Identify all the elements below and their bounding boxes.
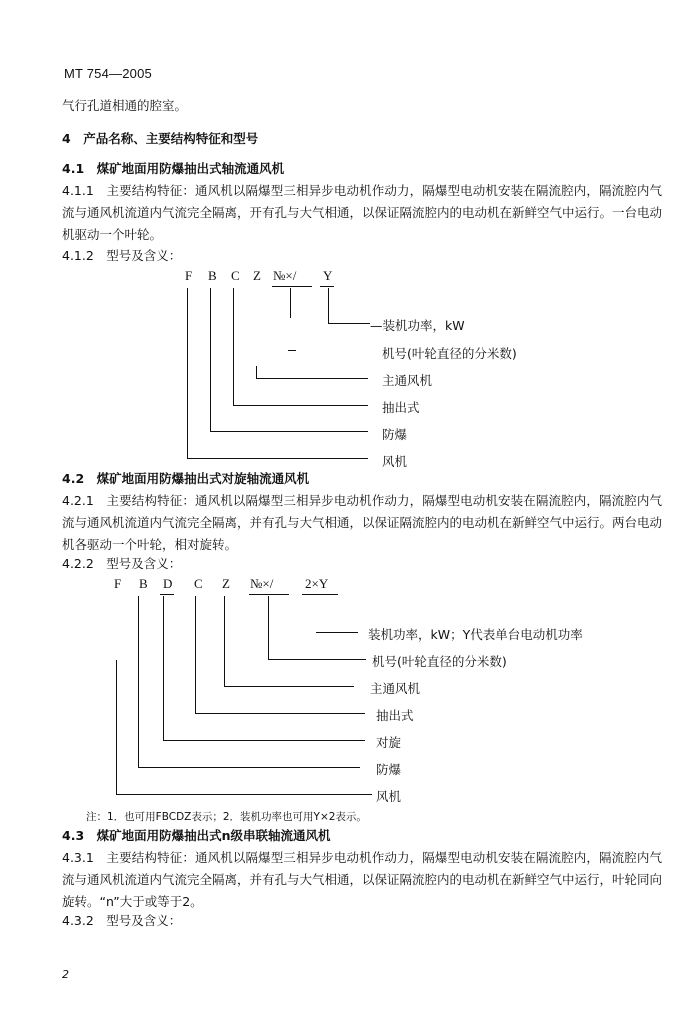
paragraph-4-2-2: 4.2.2 型号及含义： xyxy=(62,556,182,571)
code-machine-number: №×/ xyxy=(250,576,274,591)
code-letter-z: Z xyxy=(222,576,230,591)
code-letter-z: Z xyxy=(253,268,261,283)
label-contra-rotating: 对旋 xyxy=(376,735,402,750)
label-explosion-proof: 防爆 xyxy=(376,762,402,777)
paragraph-4-1-1: 4.1.1 主要结构特征：通风机以隔爆型三相异步电动机作动力，隔爆型电动机安装在隔流腔内，隔流腔内气流与通风机流道内气流完全隔离，开有孔与大气相通，以保证隔流腔内的电动机在新鲜空气中运行。一台电动机驱动一个叶轮。 xyxy=(62,183,663,242)
label-installed-power: 装机功率，kW；Y代表单台电动机功率 xyxy=(368,627,583,642)
document-header: MT 754—2005 xyxy=(64,66,152,81)
paragraph-4-1-2: 4.1.2 型号及含义： xyxy=(62,248,182,263)
code-2y: 2×Y xyxy=(305,576,329,591)
code-letter-f: F xyxy=(185,268,193,283)
label-fan: 风机 xyxy=(376,789,402,804)
label-fan: 风机 xyxy=(382,454,408,469)
diagram-note: 注：1．也可用FBCDZ表示；2．装机功率也可用Y×2表示。 xyxy=(86,811,367,823)
label-extraction: 抽出式 xyxy=(382,400,420,415)
label-main-fan: 主通风机 xyxy=(382,373,433,388)
label-main-fan: 主通风机 xyxy=(370,681,421,696)
section-4-heading: 4 产品名称、主要结构特征和型号 xyxy=(62,131,259,146)
paragraph-4-2-1: 4.2.1 主要结构特征：通风机以隔爆型三相异步电动机作动力，隔爆型电动机安装在隔流腔内，隔流腔内气流与通风机流道内气流完全隔离，并有孔与大气相通，以保证隔流腔内的电动机在新鲜空气中运行。两台电动机各驱动一个叶轮，相对旋转。 xyxy=(62,493,663,552)
code-letter-c: C xyxy=(231,268,240,283)
code-letter-b: B xyxy=(139,576,148,591)
label-installed-power: —装机功率，kW xyxy=(370,318,465,333)
code-letter-y: Y xyxy=(323,268,333,283)
paragraph-4-3-2: 4.3.2 型号及含义： xyxy=(62,913,182,928)
label-machine-number: 机号(叶轮直径的分米数) xyxy=(372,654,507,669)
label-machine-number: 机号(叶轮直径的分米数) xyxy=(382,346,517,361)
page-number: 2 xyxy=(62,968,69,981)
code-machine-number: №×/ xyxy=(273,268,297,283)
code-letter-f: F xyxy=(114,576,122,591)
label-extraction: 抽出式 xyxy=(376,708,414,723)
continued-line: 气行孔道相通的腔室。 xyxy=(62,98,188,113)
code-letter-b: B xyxy=(208,268,217,283)
label-explosion-proof: 防爆 xyxy=(382,427,408,442)
code-letter-d: D xyxy=(163,576,173,591)
paragraph-4-3-1: 4.3.1 主要结构特征：通风机以隔爆型三相异步电动机作动力，隔爆型电动机安装在隔流腔内，隔流腔内气流与通风机流道内气流完全隔离，并有孔与大气相通，以保证隔流腔内的电动机在新鲜空气中运行，叶轮同向旋转。“n”大于或等于2。 xyxy=(62,850,663,909)
section-4-1-heading: 4.1 煤矿地面用防爆抽出式轴流通风机 xyxy=(62,161,285,176)
section-4-3-heading: 4.3 煤矿地面用防爆抽出式n级串联轴流通风机 xyxy=(62,828,331,843)
code-letter-c: C xyxy=(194,576,203,591)
section-4-2-heading: 4.2 煤矿地面用防爆抽出式对旋轴流通风机 xyxy=(62,471,310,486)
